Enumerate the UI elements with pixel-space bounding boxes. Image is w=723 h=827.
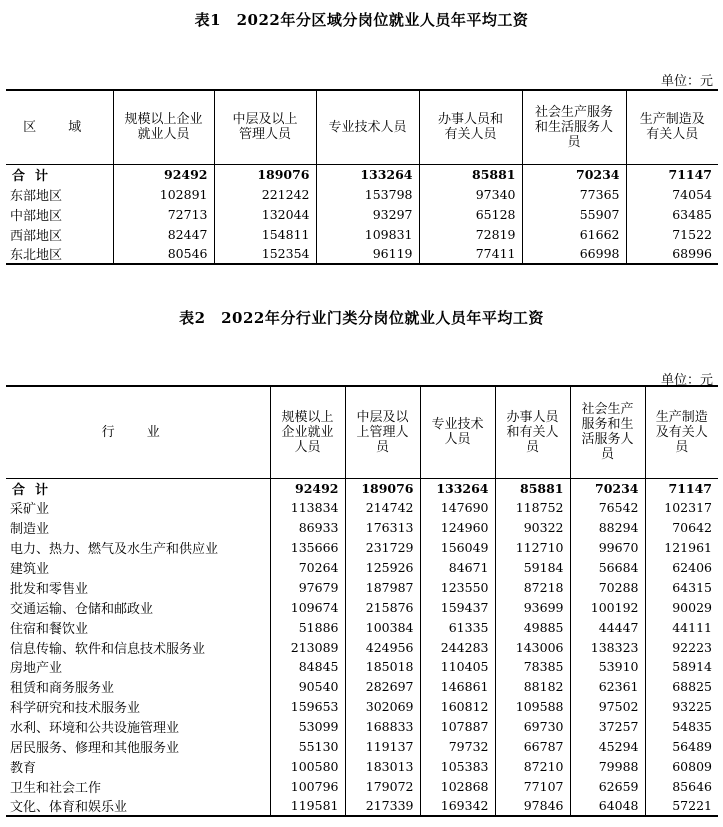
cell-value: 100384 [345,617,420,637]
row-label: 东北地区 [10,248,63,263]
cell-value: 179072 [345,776,420,796]
cell-value: 93297 [316,204,419,224]
cell-value: 49885 [495,617,570,637]
cell-value: 55907 [522,204,626,224]
cell-value: 102868 [420,776,495,796]
cell-value: 62659 [570,776,645,796]
cell-value: 133264 [316,164,419,184]
table2-row [6,796,718,816]
cell-value: 82447 [113,224,214,244]
cell-value: 85646 [645,776,718,796]
cell-value: 105383 [420,756,495,776]
cell-value: 119137 [345,737,420,757]
cell-value: 187987 [345,577,420,597]
cell-value: 118752 [495,498,570,518]
cell-value: 132044 [214,204,316,224]
table1-header-col6: 生产制造及有关人员 [626,90,718,164]
cell-value: 77411 [419,244,522,264]
row-label: 中部地区 [10,208,63,224]
table2-body [6,478,718,816]
cell-value: 154811 [214,224,316,244]
table1-row [6,224,718,244]
table2-row [6,538,718,558]
table2-total-row [6,478,718,498]
table2-row [6,657,718,677]
cell-value: 92223 [645,637,718,657]
row-label: 信息传输、软件和信息技术服务业 [10,641,206,657]
cell-value: 135666 [270,538,345,558]
cell-value: 65128 [419,204,522,224]
table2-row [6,737,718,757]
cell-value: 96119 [316,244,419,264]
cell-value: 176313 [345,518,420,538]
cell-value: 44111 [645,617,718,637]
cell-value: 109831 [316,224,419,244]
cell-value: 70264 [270,558,345,578]
cell-value: 99670 [570,538,645,558]
cell-value: 133264 [420,478,495,498]
cell-value: 77107 [495,776,570,796]
cell-value: 92492 [113,164,214,184]
table1-body [6,164,718,264]
table2-header-industry: 行 业 [6,386,270,478]
cell-value: 70642 [645,518,718,538]
cell-value: 302069 [345,697,420,717]
table2-row [6,697,718,717]
cell-value: 56489 [645,737,718,757]
cell-value: 147690 [420,498,495,518]
cell-value: 86933 [270,518,345,538]
cell-value: 121961 [645,538,718,558]
table2-header-col3: 专业技术人员 [420,386,495,478]
table2-row [6,677,718,697]
cell-value: 107887 [420,717,495,737]
cell-value: 79732 [420,737,495,757]
cell-value: 97502 [570,697,645,717]
table1-header-col1: 规模以上企业就业人员 [113,90,214,164]
row-label: 合计 [12,482,59,498]
cell-value: 71522 [626,224,718,244]
cell-value: 217339 [345,796,420,816]
table1-total-row [6,164,718,184]
row-label: 卫生和社会工作 [10,780,102,796]
row-label: 东部地区 [10,188,63,204]
cell-value: 88294 [570,518,645,538]
row-label: 电力、热力、燃气及水生产和供应业 [10,542,219,558]
cell-value: 55130 [270,737,345,757]
row-label: 住宿和餐饮业 [10,621,89,637]
cell-value: 146861 [420,677,495,697]
cell-value: 159653 [270,697,345,717]
table2-row [6,756,718,776]
table2-row [6,577,718,597]
table1-row [6,204,718,224]
cell-value: 138323 [570,637,645,657]
cell-value: 69730 [495,717,570,737]
table2-header-col2: 中层及以上管理人员 [345,386,420,478]
cell-value: 88182 [495,677,570,697]
table2-header-col6: 生产制造及有关人员 [645,386,718,478]
cell-value: 109674 [270,597,345,617]
cell-value: 80546 [113,244,214,264]
cell-value: 143006 [495,637,570,657]
cell-value: 159437 [420,597,495,617]
cell-value: 72713 [113,204,214,224]
cell-value: 79988 [570,756,645,776]
cell-value: 37257 [570,717,645,737]
cell-value: 61335 [420,617,495,637]
cell-value: 78385 [495,657,570,677]
cell-value: 53910 [570,657,645,677]
cell-value: 424956 [345,637,420,657]
cell-value: 93225 [645,697,718,717]
cell-value: 57221 [645,796,718,816]
cell-value: 113834 [270,498,345,518]
table1-header-region: 区 域 [6,90,113,164]
cell-value: 64315 [645,577,718,597]
cell-value: 169342 [420,796,495,816]
table1-row [6,184,718,204]
cell-value: 44447 [570,617,645,637]
cell-value: 124960 [420,518,495,538]
cell-value: 68996 [626,244,718,264]
cell-value: 156049 [420,538,495,558]
cell-value: 214742 [345,498,420,518]
table2-row [6,498,718,518]
row-label: 批发和零售业 [10,581,89,597]
cell-value: 221242 [214,184,316,204]
cell-value: 70234 [522,164,626,184]
cell-value: 84845 [270,657,345,677]
table1-header-col4: 办事人员和有关人员 [419,90,522,164]
cell-value: 59184 [495,558,570,578]
cell-value: 244283 [420,637,495,657]
table2-row [6,558,718,578]
row-label: 租赁和商务服务业 [10,681,115,697]
cell-value: 85881 [419,164,522,184]
row-label: 制造业 [10,522,50,538]
cell-value: 168833 [345,717,420,737]
row-label: 交通运输、仓储和邮政业 [10,601,154,617]
row-label: 居民服务、修理和其他服务业 [10,741,180,757]
table1-header-col2: 中层及以上管理人员 [214,90,316,164]
cell-value: 102317 [645,498,718,518]
table2-row [6,637,718,657]
table2-header-col1: 规模以上企业就业人员 [270,386,345,478]
cell-value: 62406 [645,558,718,578]
cell-value: 213089 [270,637,345,657]
cell-value: 77365 [522,184,626,204]
cell-value: 85881 [495,478,570,498]
cell-value: 231729 [345,538,420,558]
table2-industry-wages [6,385,718,817]
cell-value: 90322 [495,518,570,538]
cell-value: 63485 [626,204,718,224]
cell-value: 62361 [570,677,645,697]
table2-header-col4: 办事人员和有关人员 [495,386,570,478]
cell-value: 185018 [345,657,420,677]
cell-value: 84671 [420,558,495,578]
cell-value: 97340 [419,184,522,204]
cell-value: 100192 [570,597,645,617]
cell-value: 53099 [270,717,345,737]
cell-value: 97679 [270,577,345,597]
row-label: 文化、体育和娱乐业 [10,800,128,816]
cell-value: 87210 [495,756,570,776]
cell-value: 66787 [495,737,570,757]
cell-value: 45294 [570,737,645,757]
cell-value: 112710 [495,538,570,558]
cell-value: 100580 [270,756,345,776]
cell-value: 54835 [645,717,718,737]
cell-value: 97846 [495,796,570,816]
cell-value: 90540 [270,677,345,697]
cell-value: 110405 [420,657,495,677]
cell-value: 123550 [420,577,495,597]
table2-header-col5: 社会生产服务和生活服务人员 [570,386,645,478]
table1-header-col5: 社会生产服务和生活服务人员 [522,90,626,164]
cell-value: 70288 [570,577,645,597]
table2-unit-label: 单位：元 [660,373,713,388]
cell-value: 93699 [495,597,570,617]
table2-row [6,518,718,538]
cell-value: 183013 [345,756,420,776]
cell-value: 215876 [345,597,420,617]
row-label: 房地产业 [10,661,63,677]
table1-header-col3: 专业技术人员 [316,90,419,164]
row-label: 科学研究和技术服务业 [10,701,141,717]
table1-row [6,244,718,264]
cell-value: 71147 [626,164,718,184]
cell-value: 56684 [570,558,645,578]
table1-unit-label: 单位：元 [660,74,713,89]
cell-value: 70234 [570,478,645,498]
cell-value: 92492 [270,478,345,498]
cell-value: 90029 [645,597,718,617]
cell-value: 76542 [570,498,645,518]
table2-row [6,776,718,796]
table2-row [6,617,718,637]
cell-value: 68825 [645,677,718,697]
cell-value: 119581 [270,796,345,816]
cell-value: 58914 [645,657,718,677]
cell-value: 61662 [522,224,626,244]
table1-regional-wages [6,89,718,265]
cell-value: 87218 [495,577,570,597]
row-label: 教育 [10,760,37,776]
row-label: 合计 [12,168,59,184]
table2-title: 表2 2022年分行业门类分岗位就业人员年平均工资 [179,309,544,327]
table1-header-row [6,90,718,164]
cell-value: 72819 [419,224,522,244]
row-label: 水利、环境和公共设施管理业 [10,721,180,737]
row-label: 建筑业 [10,562,50,577]
cell-value: 109588 [495,697,570,717]
cell-value: 102891 [113,184,214,204]
cell-value: 153798 [316,184,419,204]
row-label: 西部地区 [10,228,63,244]
cell-value: 60809 [645,756,718,776]
table2-row [6,597,718,617]
table1-title: 表1 2022年分区域分岗位就业人员年平均工资 [194,11,529,29]
cell-value: 71147 [645,478,718,498]
cell-value: 282697 [345,677,420,697]
cell-value: 160812 [420,697,495,717]
cell-value: 51886 [270,617,345,637]
cell-value: 189076 [214,164,316,184]
cell-value: 64048 [570,796,645,816]
table2-header-row [6,386,718,478]
row-label: 采矿业 [10,502,50,518]
cell-value: 189076 [345,478,420,498]
cell-value: 66998 [522,244,626,264]
cell-value: 74054 [626,184,718,204]
cell-value: 125926 [345,558,420,578]
cell-value: 100796 [270,776,345,796]
cell-value: 152354 [214,244,316,264]
table2-row [6,717,718,737]
